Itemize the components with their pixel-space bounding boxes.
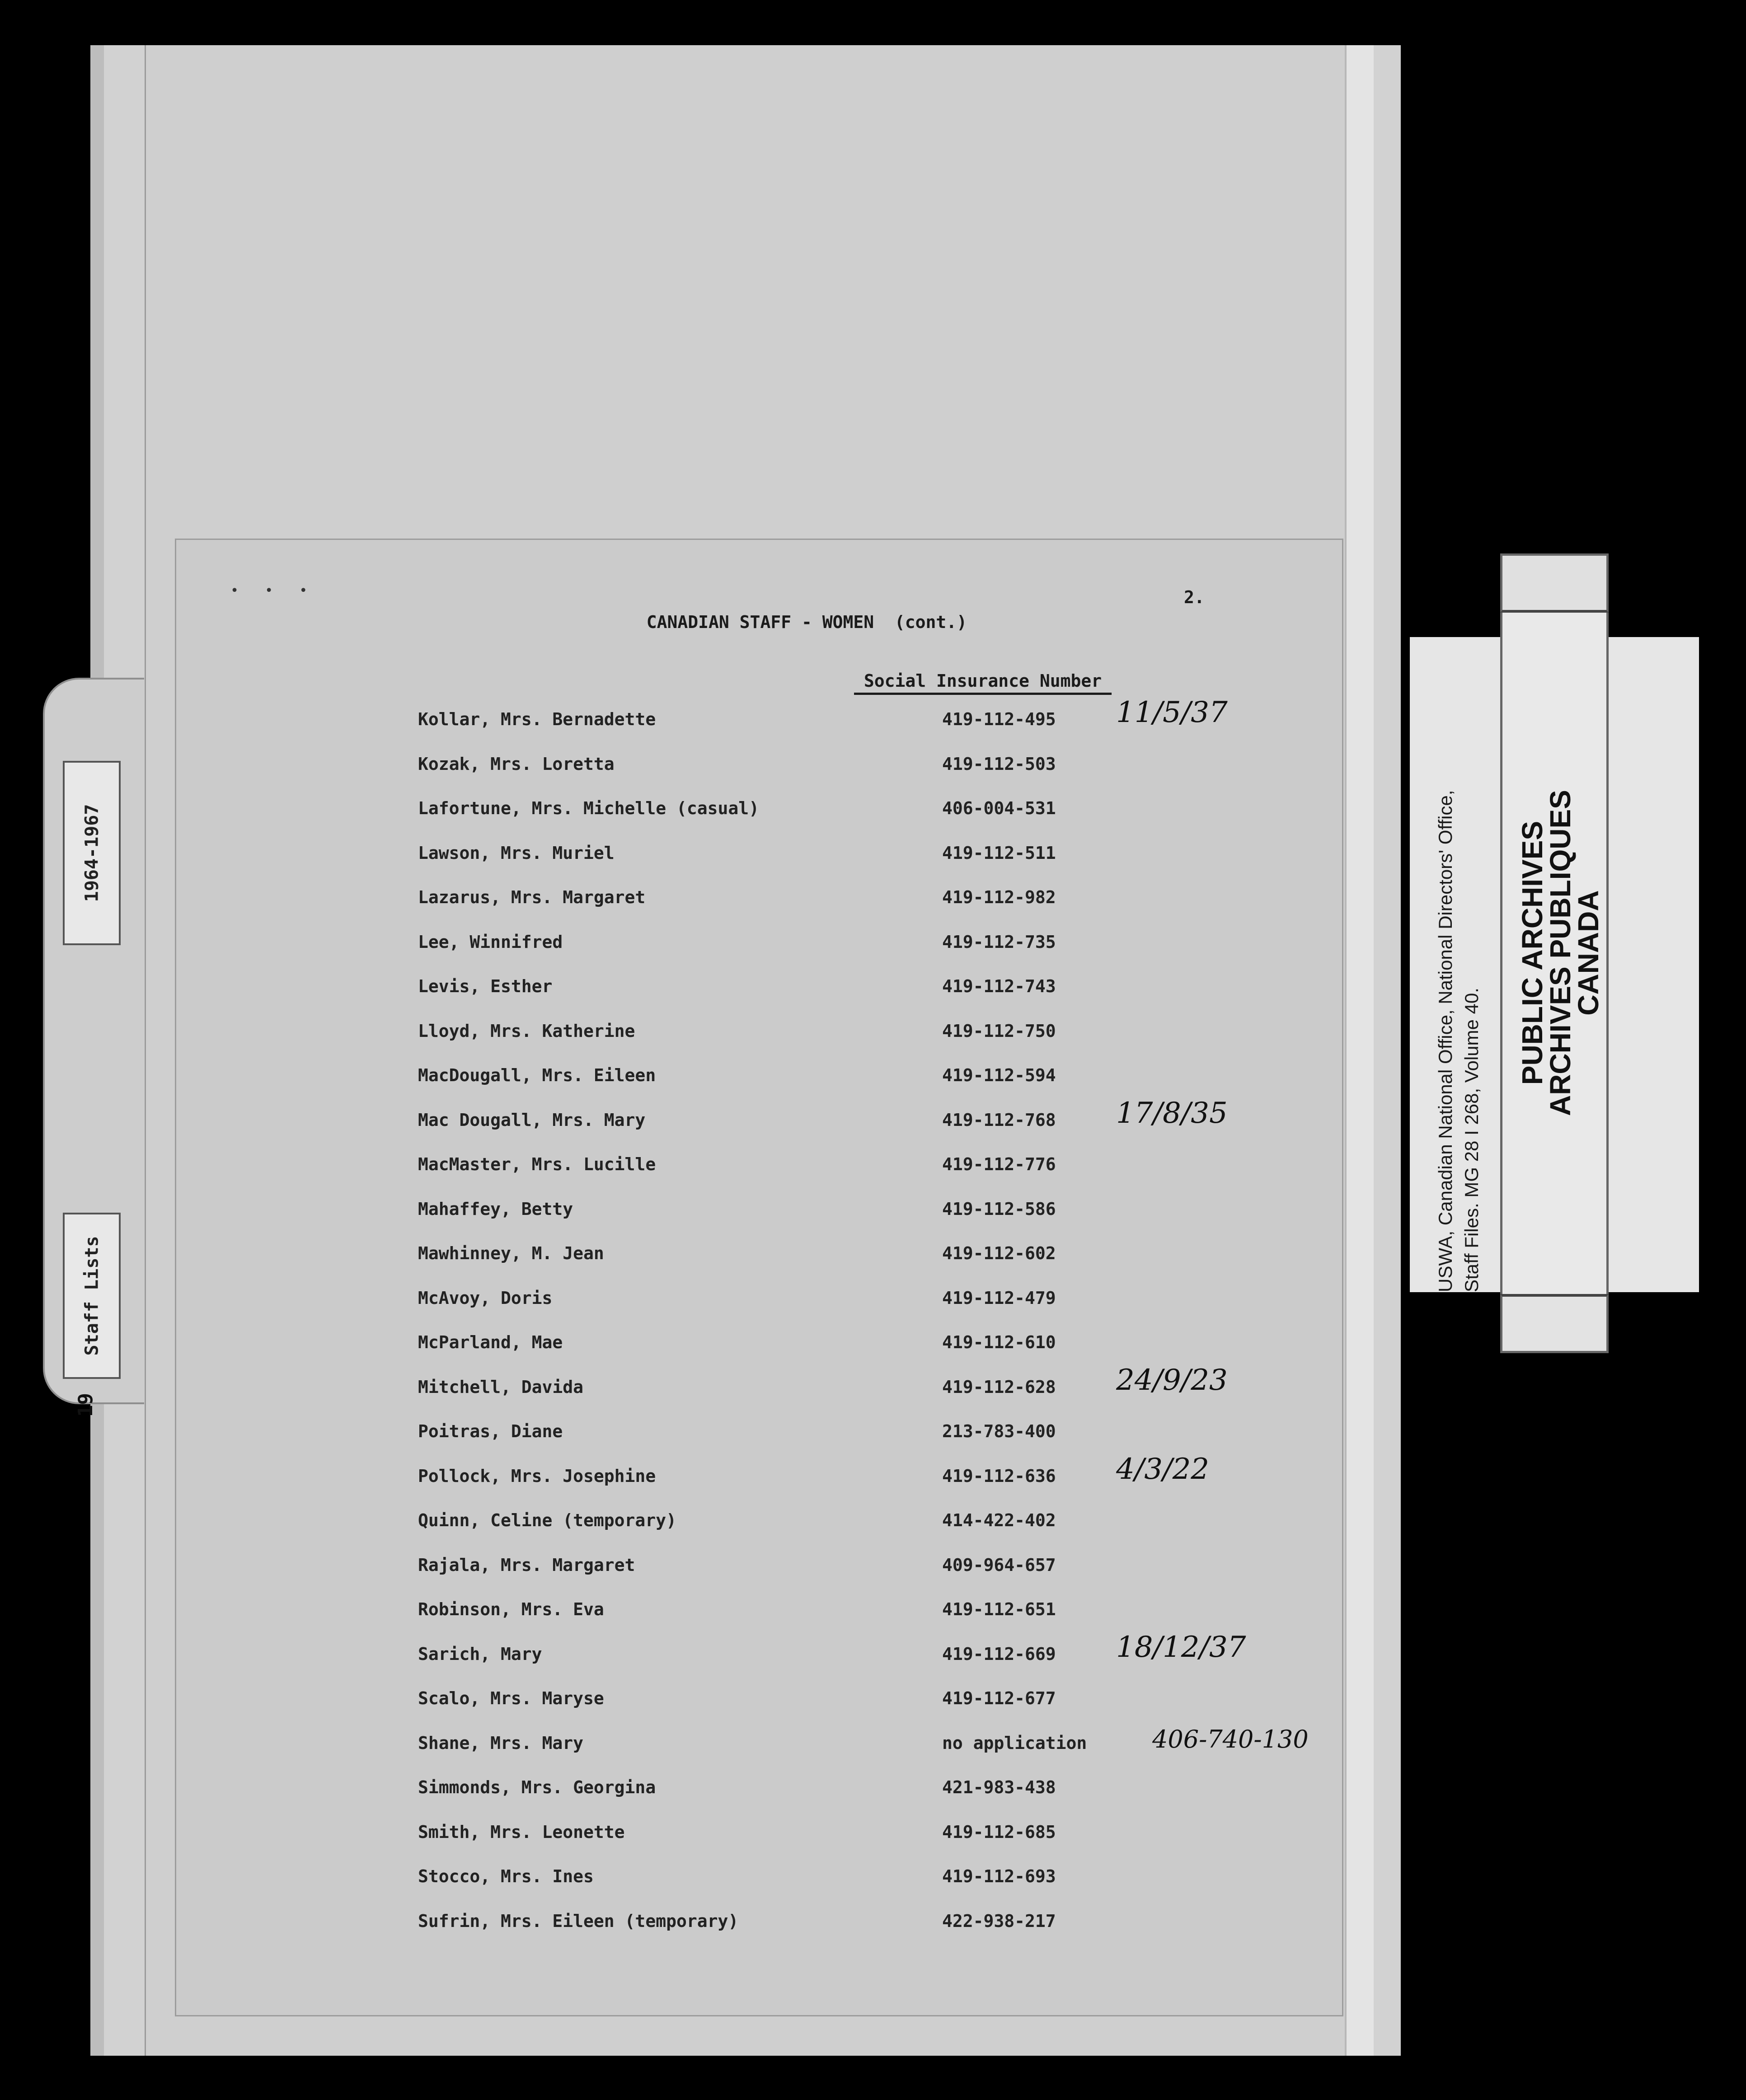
staff-row: [176, 1911, 1342, 1956]
punch-marks: • • •: [230, 583, 317, 599]
social-insurance-number: 422-938-217: [942, 1911, 1056, 1931]
stamp-line-1: PUBLIC ARCHIVES: [1516, 820, 1549, 1085]
label-band-bottom: [1500, 1294, 1609, 1353]
social-insurance-number: 419-112-693: [942, 1866, 1056, 1886]
staff-row: [176, 1021, 1342, 1066]
social-insurance-number: 419-112-628: [942, 1377, 1056, 1397]
social-insurance-number: no application: [942, 1733, 1087, 1753]
staff-name: Poitras, Diane: [418, 1421, 563, 1441]
staff-name: Sufrin, Mrs. Eileen (temporary): [418, 1911, 739, 1931]
staff-row: [176, 1288, 1342, 1333]
document-page: [176, 540, 1342, 2015]
social-insurance-number: 419-112-503: [942, 754, 1056, 774]
tab-staff-lists-label: Staff Lists: [63, 1213, 121, 1379]
staff-name: Lafortune, Mrs. Michelle (casual): [418, 798, 759, 818]
staff-name: Quinn, Celine (temporary): [418, 1510, 676, 1530]
staff-row: [176, 1154, 1342, 1199]
staff-row: [176, 1510, 1342, 1555]
social-insurance-number: 419-112-479: [942, 1288, 1056, 1308]
staff-name: Lee, Winnifred: [418, 932, 563, 952]
staff-name: Mahaffey, Betty: [418, 1199, 573, 1219]
staff-row: [176, 696, 1342, 754]
staff-row: [176, 1822, 1342, 1867]
folder-tab: [43, 678, 144, 1417]
credit-line-1: USWA, Canadian National Office, National Directors' Office,: [1435, 790, 1456, 1292]
social-insurance-number: 419-112-511: [942, 843, 1056, 863]
tab-years-label: 1964-1967: [63, 761, 121, 945]
document-title: CANADIAN STAFF - WOMEN (cont.): [646, 612, 967, 632]
social-insurance-number: 419-112-610: [942, 1332, 1056, 1352]
staff-name: Sarich, Mary: [418, 1644, 542, 1664]
staff-name: Mawhinney, M. Jean: [418, 1243, 604, 1263]
social-insurance-number: 419-112-685: [942, 1822, 1056, 1842]
handwritten-note: 24/9/23: [1116, 1363, 1228, 1397]
staff-name: Robinson, Mrs. Eva: [418, 1599, 604, 1619]
handwritten-note: 406-740-130: [1152, 1725, 1309, 1753]
staff-row: [176, 1866, 1342, 1911]
staff-name: Lazarus, Mrs. Margaret: [418, 887, 646, 907]
page-number: 2.: [1184, 587, 1205, 607]
staff-name: Kollar, Mrs. Bernadette: [418, 709, 656, 729]
staff-name: Rajala, Mrs. Margaret: [418, 1555, 635, 1575]
staff-name: Mitchell, Davida: [418, 1377, 584, 1397]
staff-name: Scalo, Mrs. Maryse: [418, 1688, 604, 1708]
social-insurance-number: 414-422-402: [942, 1510, 1056, 1530]
staff-name: Pollock, Mrs. Josephine: [418, 1466, 656, 1486]
staff-row: [176, 1199, 1342, 1244]
staff-name: Lawson, Mrs. Muriel: [418, 843, 615, 863]
social-insurance-number: 419-112-594: [942, 1065, 1056, 1085]
folder-edge: [1345, 45, 1374, 2056]
handwritten-note: 4/3/22: [1116, 1452, 1209, 1486]
staff-name: McAvoy, Doris: [418, 1288, 553, 1308]
social-insurance-number: 419-112-636: [942, 1466, 1056, 1486]
social-insurance-number: 419-112-768: [942, 1110, 1056, 1130]
social-insurance-number: 419-112-750: [942, 1021, 1056, 1041]
public-archives-stamp: [1516, 790, 1605, 1116]
staff-name: Lloyd, Mrs. Katherine: [418, 1021, 635, 1041]
staff-list: [176, 696, 1342, 1955]
staff-row: [176, 932, 1342, 977]
staff-row: [176, 843, 1342, 888]
social-insurance-number: 419-112-495: [942, 709, 1056, 729]
social-insurance-number: 419-112-651: [942, 1599, 1056, 1619]
social-insurance-number: 419-112-735: [942, 932, 1056, 952]
staff-name: Smith, Mrs. Leonette: [418, 1822, 625, 1842]
staff-row: [176, 1630, 1342, 1689]
social-insurance-number: 419-112-982: [942, 887, 1056, 907]
staff-name: McParland, Mae: [418, 1332, 563, 1352]
tab-number: 19: [74, 1392, 97, 1417]
archive-credit-line: [1432, 790, 1485, 1292]
social-insurance-number: 406-004-531: [942, 798, 1056, 818]
staff-name: Mac Dougall, Mrs. Mary: [418, 1110, 646, 1130]
social-insurance-number: 409-964-657: [942, 1555, 1056, 1575]
handwritten-note: 11/5/37: [1116, 696, 1228, 729]
staff-row: [176, 754, 1342, 799]
social-insurance-number: 419-112-776: [942, 1154, 1056, 1174]
social-insurance-number: 213-783-400: [942, 1421, 1056, 1441]
stamp-line-2: ARCHIVES PUBLIQUES: [1544, 790, 1577, 1116]
staff-row: [176, 976, 1342, 1021]
column-header-sin: Social Insurance Number: [854, 671, 1112, 695]
social-insurance-number: 419-112-669: [942, 1644, 1056, 1664]
staff-row: [176, 798, 1342, 843]
staff-name: Shane, Mrs. Mary: [418, 1733, 584, 1753]
staff-name: MacDougall, Mrs. Eileen: [418, 1065, 656, 1085]
staff-row: [176, 1243, 1342, 1288]
label-band-top: [1500, 553, 1609, 613]
staff-name: MacMaster, Mrs. Lucille: [418, 1154, 656, 1174]
handwritten-note: 17/8/35: [1116, 1096, 1228, 1130]
staff-row: [176, 1777, 1342, 1822]
staff-row: [176, 1555, 1342, 1600]
credit-line-2: Staff Files. MG 28 I 268, Volume 40.: [1461, 988, 1482, 1292]
social-insurance-number: 419-112-677: [942, 1688, 1056, 1708]
stamp-line-3: CANADA: [1572, 890, 1605, 1016]
social-insurance-number: 419-112-743: [942, 976, 1056, 996]
social-insurance-number: 421-983-438: [942, 1777, 1056, 1797]
social-insurance-number: 419-112-602: [942, 1243, 1056, 1263]
staff-row: [176, 1725, 1342, 1778]
staff-name: Simmonds, Mrs. Georgina: [418, 1777, 656, 1797]
staff-row: [176, 887, 1342, 932]
staff-name: Stocco, Mrs. Ines: [418, 1866, 594, 1886]
staff-row: [176, 1363, 1342, 1422]
social-insurance-number: 419-112-586: [942, 1199, 1056, 1219]
staff-row: [176, 1452, 1342, 1511]
staff-row: [176, 1096, 1342, 1155]
staff-name: Levis, Esther: [418, 976, 553, 996]
staff-name: Kozak, Mrs. Loretta: [418, 754, 615, 774]
handwritten-note: 18/12/37: [1116, 1630, 1246, 1664]
